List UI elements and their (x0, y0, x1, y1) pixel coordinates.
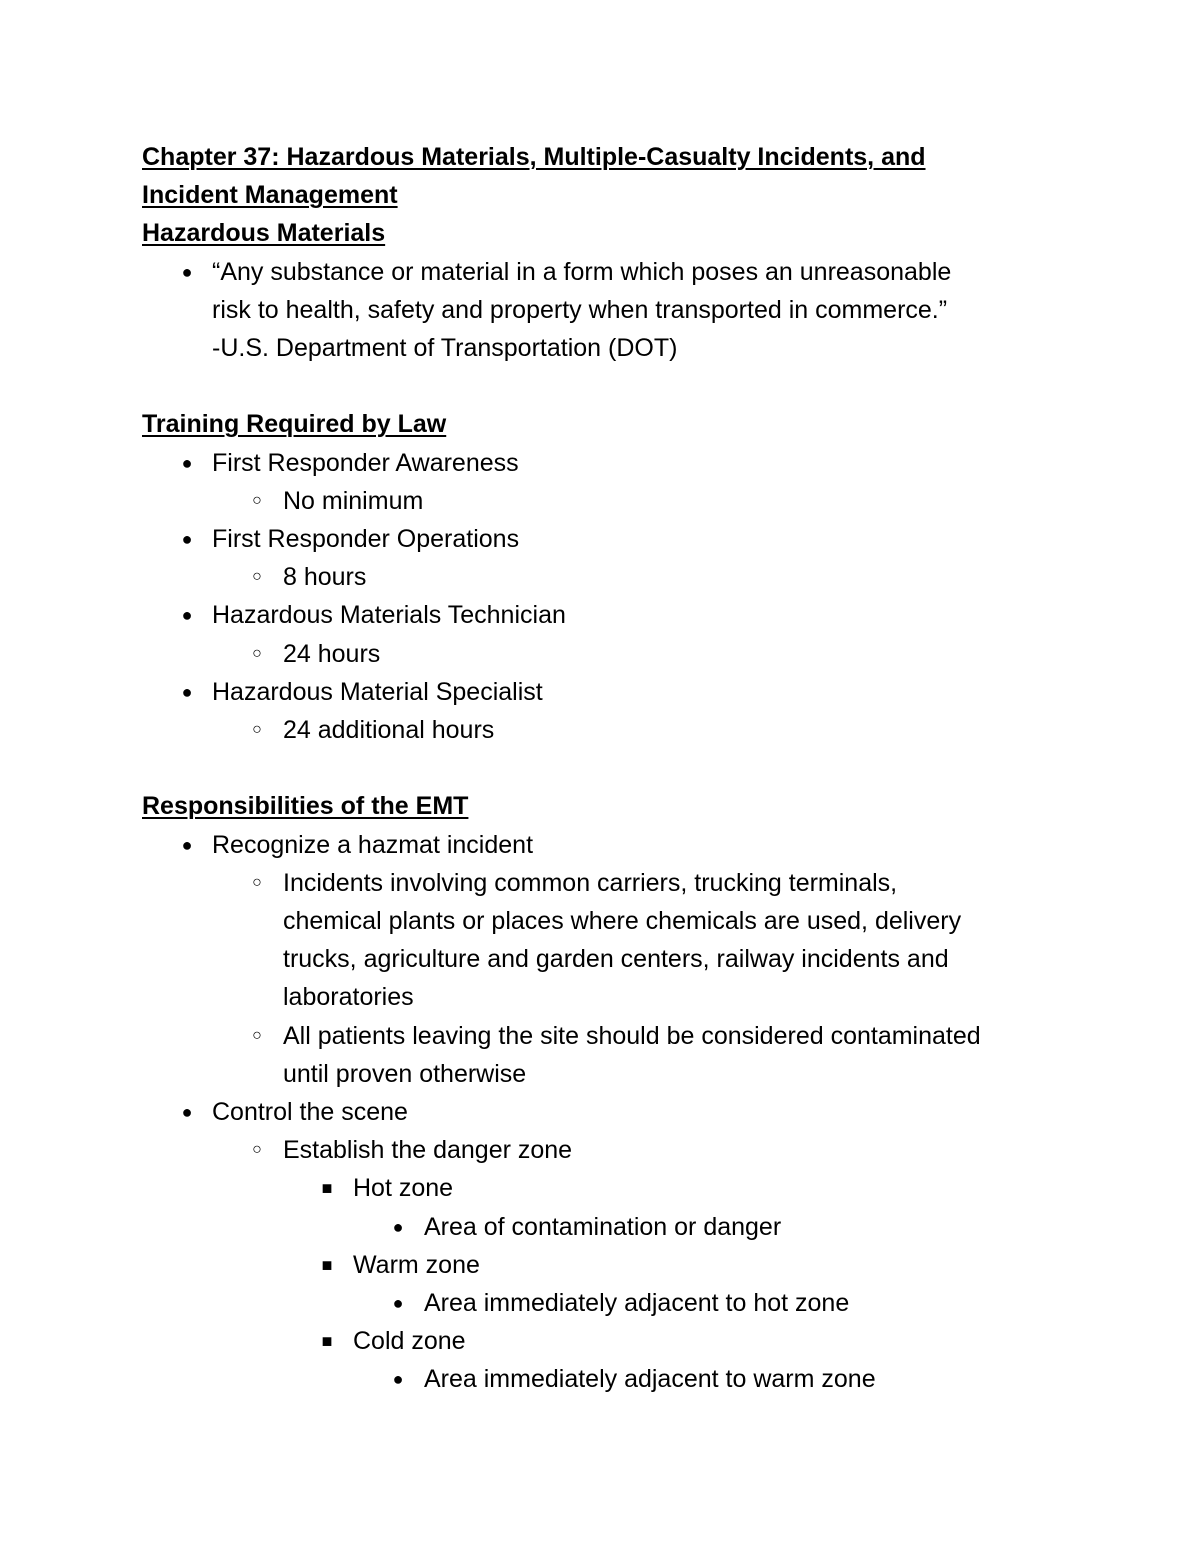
training-hours: 8 hours (283, 563, 367, 592)
incidents-line-3: trucks, agriculture and garden centers, railway incidents and (283, 945, 949, 974)
bullet-icon: ● (181, 529, 193, 550)
circle-bullet-icon: ○ (252, 721, 262, 739)
list-item-training-hours (142, 711, 1072, 749)
list-item-dot-definition (142, 253, 1072, 368)
section-heading-emt-responsibilities: Responsibilities of the EMT (142, 792, 469, 821)
circle-bullet-icon: ○ (252, 873, 262, 891)
list-item-zone-desc (142, 1208, 1072, 1246)
list-item-danger-zone (142, 1131, 1072, 1169)
zone-desc: Area immediately adjacent to hot zone (424, 1289, 850, 1318)
list-item-training-hours (142, 482, 1072, 520)
square-bullet-icon: ■ (321, 1254, 333, 1275)
list-item-training-level (142, 520, 1072, 558)
danger-zone-label: Establish the danger zone (283, 1136, 573, 1165)
training-level-name: First Responder Operations (212, 525, 520, 554)
bullet-icon: ● (181, 261, 193, 282)
bullet-icon: ● (392, 1369, 404, 1390)
list-item-training-hours (142, 635, 1072, 673)
chapter-title-line-2: Incident Management (142, 181, 398, 210)
list-item-zone-desc (142, 1360, 1072, 1398)
zone-name: Hot zone (353, 1174, 454, 1203)
list-item-training-level (142, 596, 1072, 634)
training-level-name: Hazardous Materials Technician (212, 601, 566, 630)
incidents-line-2: chemical plants or places where chemicals are used, delivery (283, 907, 962, 936)
zone-desc: Area immediately adjacent to warm zone (424, 1365, 876, 1394)
training-hours: 24 additional hours (283, 716, 495, 745)
circle-bullet-icon: ○ (252, 1026, 262, 1044)
list-item-zone (142, 1322, 1072, 1360)
list-item-zone-desc (142, 1284, 1072, 1322)
document-page (142, 138, 1072, 1399)
list-item-incidents (142, 864, 1072, 1017)
incidents-line-1: Incidents involving common carriers, trucking terminals, (283, 868, 898, 897)
training-hours: No minimum (283, 486, 424, 515)
zone-name: Warm zone (353, 1250, 480, 1279)
blank-line (142, 367, 1072, 405)
bullet-icon: ● (181, 452, 193, 473)
zone-desc: Area of contamination or danger (424, 1212, 782, 1241)
bullet-icon: ● (181, 681, 193, 702)
definition-line-3: -U.S. Department of Transportation (DOT) (212, 334, 678, 363)
training-level-name: First Responder Awareness (212, 448, 519, 477)
contaminated-line-2: until proven otherwise (283, 1059, 527, 1088)
chapter-title-line-1: Chapter 37: Hazardous Materials, Multiple-Casualty Incidents, and (142, 143, 926, 171)
square-bullet-icon: ■ (321, 1178, 333, 1199)
control-label: Control the scene (212, 1098, 408, 1127)
section-heading-training: Training Required by Law (142, 410, 447, 439)
bullet-icon: ● (181, 1102, 193, 1123)
list-item-contaminated (142, 1017, 1072, 1093)
list-item-training-level (142, 444, 1072, 482)
bullet-icon: ● (181, 605, 193, 626)
recognize-label: Recognize a hazmat incident (212, 830, 534, 859)
list-item-control (142, 1093, 1072, 1131)
list-item-zone (142, 1246, 1072, 1284)
bullet-icon: ● (181, 834, 193, 855)
list-item-recognize (142, 826, 1072, 864)
list-item-training-hours (142, 558, 1072, 596)
blank-line (142, 749, 1072, 787)
incidents-line-4: laboratories (283, 983, 414, 1012)
section-heading-hazardous-materials: Hazardous Materials (142, 219, 386, 248)
circle-bullet-icon: ○ (252, 644, 262, 662)
zone-name: Cold zone (353, 1327, 466, 1356)
square-bullet-icon: ■ (321, 1331, 333, 1352)
bullet-icon: ● (392, 1216, 404, 1237)
list-item-zone (142, 1169, 1072, 1207)
list-item-training-level (142, 673, 1072, 711)
circle-bullet-icon: ○ (252, 568, 262, 586)
definition-line-2: risk to health, safety and property when transported in commerce.” (212, 295, 948, 324)
circle-bullet-icon: ○ (252, 491, 262, 509)
circle-bullet-icon: ○ (252, 1141, 262, 1159)
training-hours: 24 hours (283, 639, 381, 668)
definition-line-1: “Any substance or material in a form which poses an unreasonable (212, 257, 952, 286)
training-level-name: Hazardous Material Specialist (212, 677, 543, 706)
bullet-icon: ● (392, 1293, 404, 1314)
contaminated-line-1: All patients leaving the site should be considered contaminated (283, 1021, 981, 1050)
